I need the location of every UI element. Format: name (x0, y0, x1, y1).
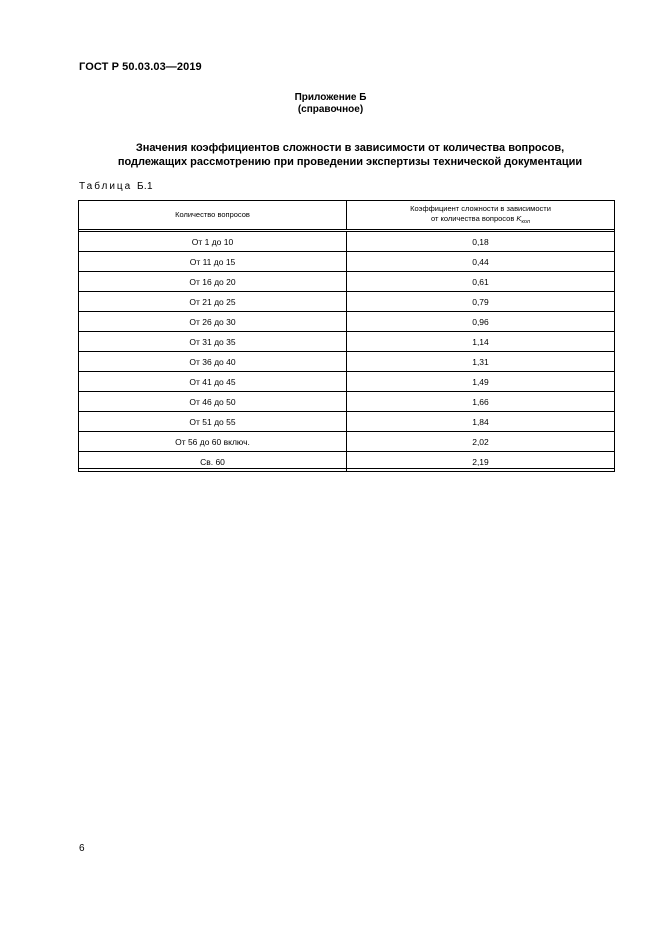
table-row (79, 372, 615, 392)
table-row (79, 332, 615, 352)
coefficient-subscript: кол (521, 218, 531, 225)
cell-coefficient: 0,79 (347, 292, 615, 312)
table-label (79, 181, 153, 192)
table-row (79, 412, 615, 432)
table-label-word: Таблица (79, 181, 133, 192)
cell-coefficient: 1,14 (347, 332, 615, 352)
cell-coefficient: 2,02 (347, 432, 615, 452)
table-row (79, 432, 615, 452)
document-code: ГОСТ Р 50.03.03—2019 (79, 61, 202, 73)
table-row (79, 452, 615, 472)
table-body (79, 231, 615, 472)
coefficient-symbol: K (516, 213, 522, 223)
cell-questions: От 21 до 25 (79, 292, 347, 312)
cell-coefficient: 1,49 (347, 372, 615, 392)
cell-questions: От 26 до 30 (79, 312, 347, 332)
cell-questions: От 56 до 60 включ. (79, 432, 347, 452)
section-title-line-1: Значения коэффициентов сложности в зависимости от количества вопросов, (135, 142, 565, 154)
section-title (60, 141, 640, 169)
cell-questions: От 31 до 35 (79, 332, 347, 352)
header-coefficient-text: от количества вопросов (430, 213, 515, 223)
cell-questions: От 46 до 50 (79, 392, 347, 412)
cell-questions: От 1 до 10 (79, 231, 347, 252)
cell-coefficient: 0,96 (347, 312, 615, 332)
cell-coefficient: 0,44 (347, 252, 615, 272)
cell-coefficient: 0,61 (347, 272, 615, 292)
table-header-row (79, 201, 615, 231)
appendix-title: Приложение Б (294, 92, 367, 103)
table-label-number: Б.1 (137, 181, 153, 192)
header-questions: Количество вопросов (79, 201, 347, 231)
table-row (79, 231, 615, 252)
page-number: 6 (79, 843, 85, 854)
cell-questions: От 11 до 15 (79, 252, 347, 272)
table-row (79, 352, 615, 372)
header-coefficient-line-1: Коэффициент сложности в зависимости (410, 203, 551, 213)
table-row (79, 292, 615, 312)
cell-coefficient: 2,19 (347, 452, 615, 472)
cell-coefficient: 0,18 (347, 231, 615, 252)
table-row (79, 392, 615, 412)
cell-coefficient: 1,84 (347, 412, 615, 432)
table-row (79, 252, 615, 272)
coefficient-table (78, 200, 615, 472)
table-row (79, 312, 615, 332)
header-coefficient-line-2 (347, 214, 614, 227)
cell-questions: От 36 до 40 (79, 352, 347, 372)
cell-coefficient: 1,66 (347, 392, 615, 412)
appendix-note: (справочное) (297, 104, 364, 115)
section-title-line-2: подлежащих рассмотрению при проведении экспертизы технической документации (117, 156, 583, 168)
cell-coefficient: 1,31 (347, 352, 615, 372)
header-coefficient (347, 201, 615, 231)
cell-questions: От 16 до 20 (79, 272, 347, 292)
cell-questions: Св. 60 (79, 452, 347, 472)
cell-questions: От 51 до 55 (79, 412, 347, 432)
table-row (79, 272, 615, 292)
cell-questions: От 41 до 45 (79, 372, 347, 392)
